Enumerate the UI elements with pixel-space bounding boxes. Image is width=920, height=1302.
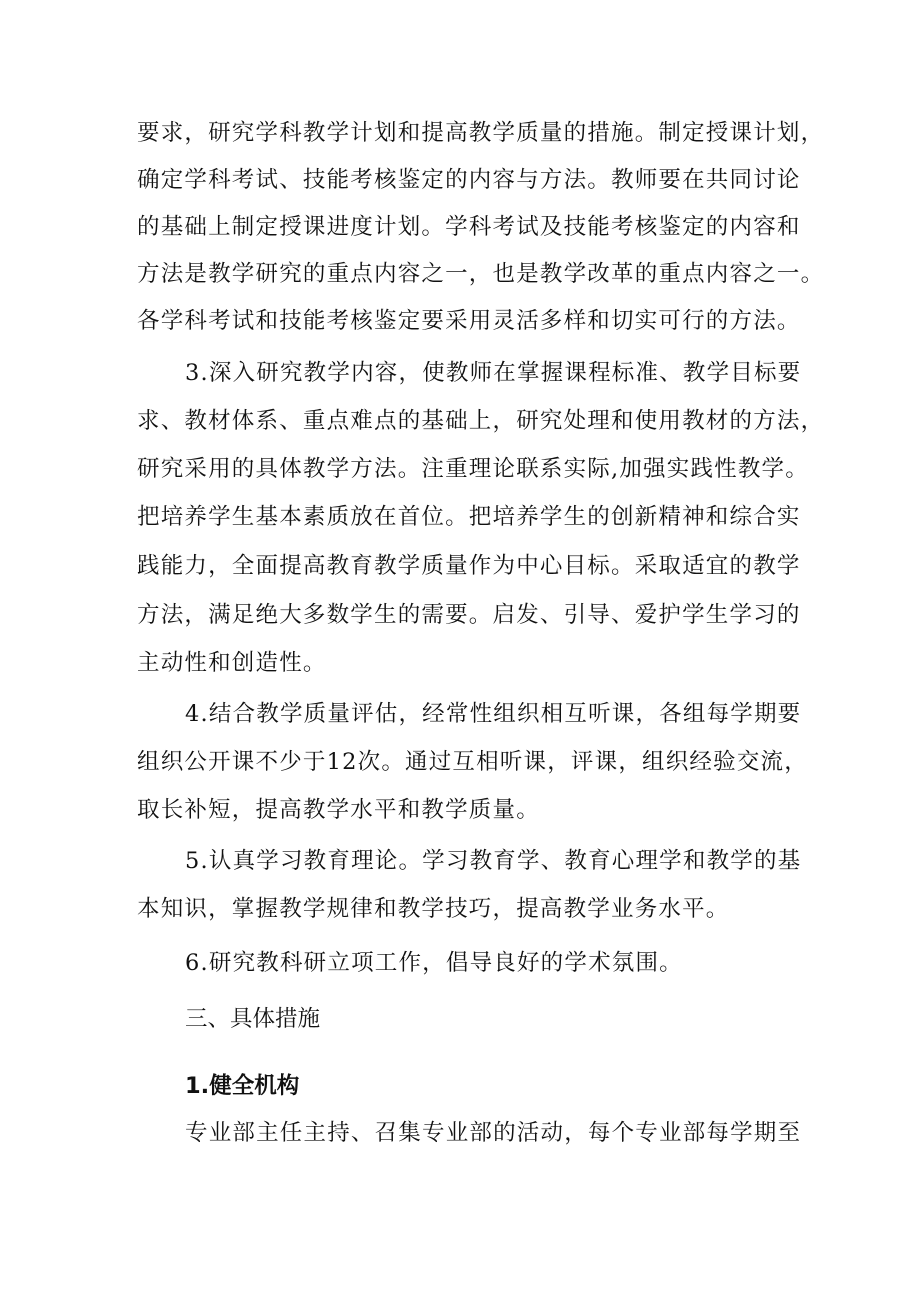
paragraph-line: 组织公开课不少于12次。通过互相听课，评课，组织经验交流，: [137, 749, 808, 775]
paragraph-line: 本知识，掌握教学规律和教学技巧，提高教学业务水平。: [137, 896, 730, 922]
paragraph-line: 6.研究教科研立项工作，倡导良好的学术氛围。: [185, 950, 683, 976]
paragraph-line: 主动性和创造性。: [137, 650, 327, 676]
paragraph-line: 专业部主任主持、召集专业部的活动，每个专业部每学期至: [185, 1120, 802, 1146]
paragraph-line: 3.深入研究教学内容，使教师在掌握课程标准、教学目标要: [185, 360, 802, 386]
paragraph-line: 确定学科考试、技能考核鉴定的内容与方法。教师要在共同讨论: [137, 167, 801, 193]
subsection-heading: 1.健全机构: [185, 1073, 300, 1099]
section-heading: 三、具体措施: [185, 1006, 321, 1032]
paragraph-line: 把培养学生基本素质放在首位。把培养学生的创新精神和综合实: [137, 504, 801, 530]
paragraph-line: 取长补短，提高教学水平和教学质量。: [137, 797, 540, 823]
paragraph-line: 4.结合教学质量评估，经常性组织相互听课，各组每学期要: [185, 701, 802, 727]
paragraph-line: 践能力，全面提高教育教学质量作为中心目标。采取适宜的教学: [137, 553, 801, 579]
paragraph-line: 的基础上制定授课进度计划。学科考试及技能考核鉴定的内容和: [137, 214, 801, 240]
paragraph-line: 求、教材体系、重点难点的基础上，研究处理和使用教材的方法，: [137, 408, 825, 434]
paragraph-line: 要求，研究学科教学计划和提高教学质量的措施。制定授课计划，: [137, 120, 825, 146]
paragraph-line: 方法，满足绝大多数学生的需要。启发、引导、爱护学生学习的: [137, 602, 801, 628]
paragraph-line: 5.认真学习教育理论。学习教育学、教育心理学和教学的基: [185, 848, 802, 874]
paragraph-line: 方法是教学研究的重点内容之一，也是教学改革的重点内容之一。: [137, 261, 825, 287]
paragraph-line: 研究采用的具体教学方法。注重理论联系实际,加强实践性教学。: [137, 456, 809, 482]
paragraph-line: 各学科考试和技能考核鉴定要采用灵活多样和切实可行的方法。: [137, 308, 801, 334]
